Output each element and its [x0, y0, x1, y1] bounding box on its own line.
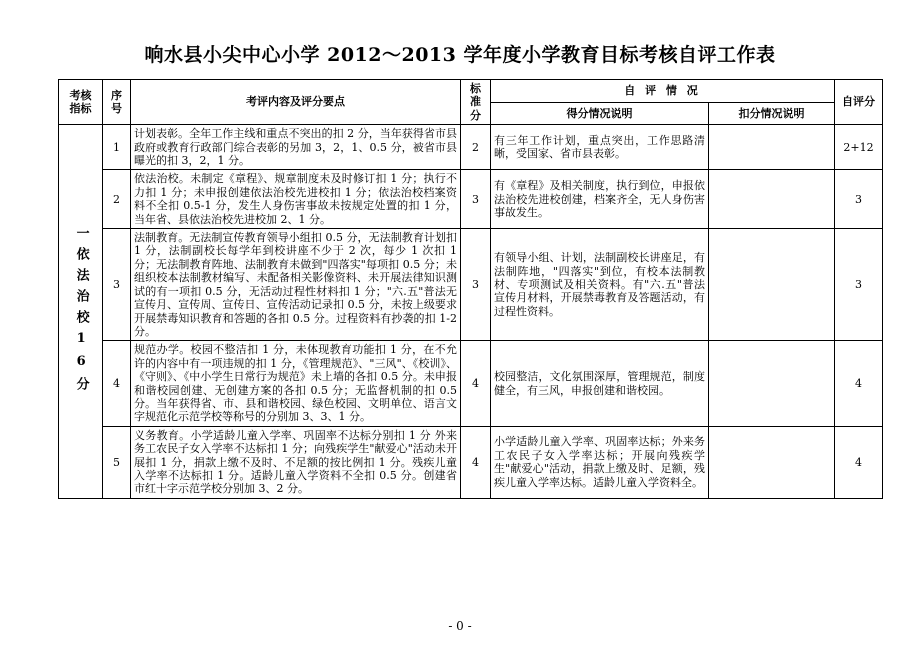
header-standard-line1: 标 [470, 82, 481, 95]
header-standard-score [461, 80, 491, 125]
row-deduction-description [709, 229, 835, 341]
row-score-description: 校园整洁，文化氛围深厚，管理规范，制度健全，有三风，申报创建和谐校园。 [491, 341, 709, 426]
row-standard-score: 3 [461, 229, 491, 341]
evaluation-table [58, 79, 883, 499]
row-standard-score: 2 [461, 125, 491, 170]
row-sequence: 1 [103, 125, 131, 170]
header-sequence-line2: 号 [111, 102, 122, 116]
table-row [59, 125, 883, 170]
row-content: 法制教育。无法制宣传教育领导小组扣 0.5 分，无法制教育计划扣 1 分，法制副校长每学年到校讲座不少于 2 次，每少 1 次扣 1 分；无法制教育阵地、法制教育未做到"四落实"每项扣 0.5 分；未组织校本法制教材编写、未配备相关影像资料、未开展法律知识测试的有一项扣 0.5 分，无活动过程性材料扣 1 分；"六.五"普法无宣传月、宣传周、宣传日、宣传活动记录扣 0.5 分，未按上级要求开展禁毒知识教育和答题的各扣 0.5 分。过程资料有抄袭的扣 1-2 分。 [131, 229, 461, 341]
page-title: 响水县小尖中心小学 2012～2013 学年度小学教育目标考核自评工作表 [144, 44, 776, 66]
row-content: 规范办学。校园不整洁扣 1 分，未体现教育功能扣 1 分，在不允许的内容中有一项违规的扣 1 分，《管理规范》、"三风"、《校训》、《守则》、《中小学生日常行为规范》未上墙的各扣 0.5 分。未申报和谐校园创建、无创建方案的各扣 0.5 分；无监督机制的扣 0.5 分。当年获得省、市、县和谐校园、绿色校园、文明单位、语言文字规范化示范学校等称号的分别加 3、3、1 分。 [131, 341, 461, 426]
row-deduction-description [709, 426, 835, 498]
header-indicator-line1: 考核 [69, 88, 92, 102]
row-score-description: 有三年工作计划，重点突出，工作思路清晰，受国家、省市县表彰。 [491, 125, 709, 170]
row-content: 计划表彰。全年工作主线和重点不突出的扣 2 分，当年获得省市县政府或教育行政部门综合表彰的另加 3，2，1、0.5 分，被省市县曝光的扣 3，2，1 分。 [131, 125, 461, 170]
header-indicator-line2: 指标 [69, 102, 92, 116]
row-self-score: 3 [835, 170, 883, 229]
row-group-indicator-score: 16分 [73, 330, 89, 398]
header-standard-line3: 分 [470, 108, 481, 122]
header-deduction-description: 扣分情况说明 [709, 102, 835, 125]
header-self-evaluation-group: 自 评 情 况 [491, 80, 835, 103]
row-self-score: 4 [835, 426, 883, 498]
row-standard-score: 3 [461, 170, 491, 229]
row-score-description: 有《章程》及相关制度，执行到位，申报依法治校先进校创建，档案齐全，无人身伤害事故发生。 [491, 170, 709, 229]
page-number: - 0 - [448, 619, 472, 633]
row-deduction-description [709, 341, 835, 426]
row-self-score: 3 [835, 229, 883, 341]
table-row [59, 170, 883, 229]
row-self-score: 4 [835, 341, 883, 426]
row-deduction-description [709, 170, 835, 229]
row-standard-score: 4 [461, 426, 491, 498]
row-sequence: 2 [103, 170, 131, 229]
table-row [59, 229, 883, 341]
table-row [59, 341, 883, 426]
table-header-row [59, 80, 883, 103]
row-score-description: 有领导小组、计划，法制副校长讲座足，有法制阵地，"四落实"到位，有校本法制教材、专项测试及相关资料。有"六.五"普法宣传月材料，开展禁毒教育及答题活动，有过程性资料。 [491, 229, 709, 341]
table-row [59, 426, 883, 498]
header-self-score: 自评分 [835, 80, 883, 125]
row-sequence: 4 [103, 341, 131, 426]
header-indicator [59, 80, 103, 125]
row-sequence: 3 [103, 229, 131, 341]
row-self-score: 2+12 [835, 125, 883, 170]
row-standard-score: 4 [461, 341, 491, 426]
header-standard-line2: 准 [470, 95, 481, 109]
row-sequence: 5 [103, 426, 131, 498]
row-group-indicator-label: 一依法治校 [73, 225, 89, 331]
row-group-indicator [59, 125, 103, 499]
header-score-description: 得分情况说明 [491, 102, 709, 125]
header-sequence-line1: 序 [111, 88, 122, 102]
header-content: 考评内容及评分要点 [131, 80, 461, 125]
header-sequence [103, 80, 131, 125]
row-score-description: 小学适龄儿童入学率、巩固率达标；外来务工农民子女入学率达标；开展向残疾学生"献爱心"活动，捐款上缴及时、足额，残疾儿童入学率达标。适龄儿童入学资料全。 [491, 426, 709, 498]
row-deduction-description [709, 125, 835, 170]
row-content: 义务教育。小学适龄儿童入学率、巩固率不达标分别扣 1 分 外来务工农民子女入学率不达标扣 1 分；向残疾学生"献爱心"活动未开展扣 1 分，捐款上缴不及时、不足额的按比例扣 1 分。残疾儿童入学率不达标扣 1 分。适龄儿童入学资料不全扣 0.5 分。创建省市红十字示范学校分别加 3、2 分。 [131, 426, 461, 498]
row-content: 依法治校。未制定《章程》、规章制度未及时修订扣 1 分；执行不力扣 1 分；未申报创建依法治校先进校扣 1 分；依法治校档案资料不全扣 0.5-1 分，发生人身伤害事故未按规定处置的扣 1 分，当年省、县依法治校先进校加 2、1 分。 [131, 170, 461, 229]
